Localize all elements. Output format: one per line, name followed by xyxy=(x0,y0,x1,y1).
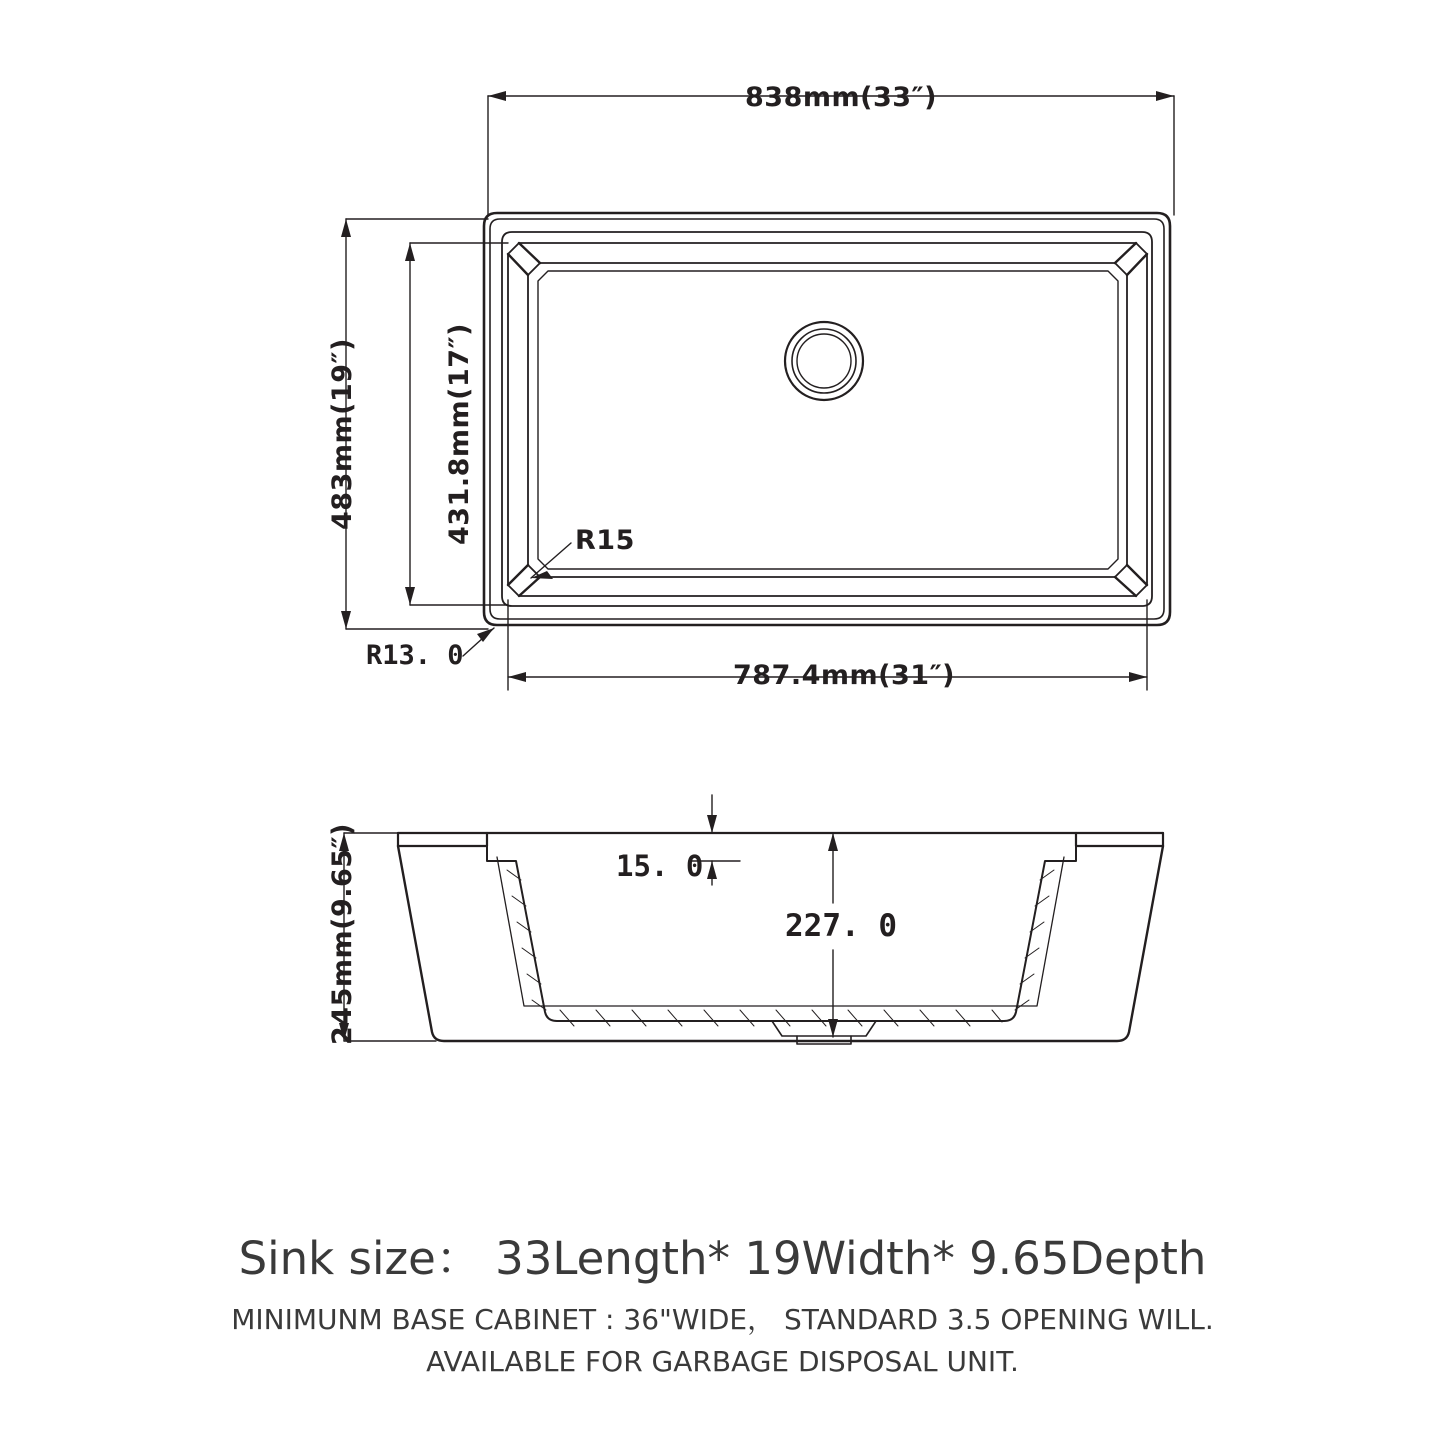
dim-label-bowl-width: 787.4mm(31″) xyxy=(733,660,955,691)
caption-note-line-1: MINIMUNM BASE CABINET : 36"WIDE， STANDARD 3.5 OPENING WILL. xyxy=(231,1303,1214,1336)
dim-label-bowl-depth: 431.8mm(17″) xyxy=(444,323,475,545)
radius-label-r15: R15 xyxy=(575,525,635,556)
caption-sink-size: Sink size： 33Length* 19Width* 9.65Depth xyxy=(238,1232,1207,1285)
dim-label-rim-thickness: 15. 0 xyxy=(616,849,704,883)
dim-label-overall-width: 838mm(33″) xyxy=(745,82,937,113)
leader-r15 xyxy=(531,543,571,579)
dim-label-overall-depth: 483mm(19″) xyxy=(327,338,358,530)
drain-hole xyxy=(785,322,863,400)
leader-r13 xyxy=(463,628,494,656)
side-view-group xyxy=(339,795,1163,1044)
dim-label-overall-height: 245mm(9.65″) xyxy=(327,823,358,1045)
radius-label-r13: R13. 0 xyxy=(366,640,464,671)
caption-note-line-2: AVAILABLE FOR GARBAGE DISPOSAL UNIT. xyxy=(426,1345,1019,1378)
dim-label-interior-depth: 227. 0 xyxy=(785,908,897,944)
